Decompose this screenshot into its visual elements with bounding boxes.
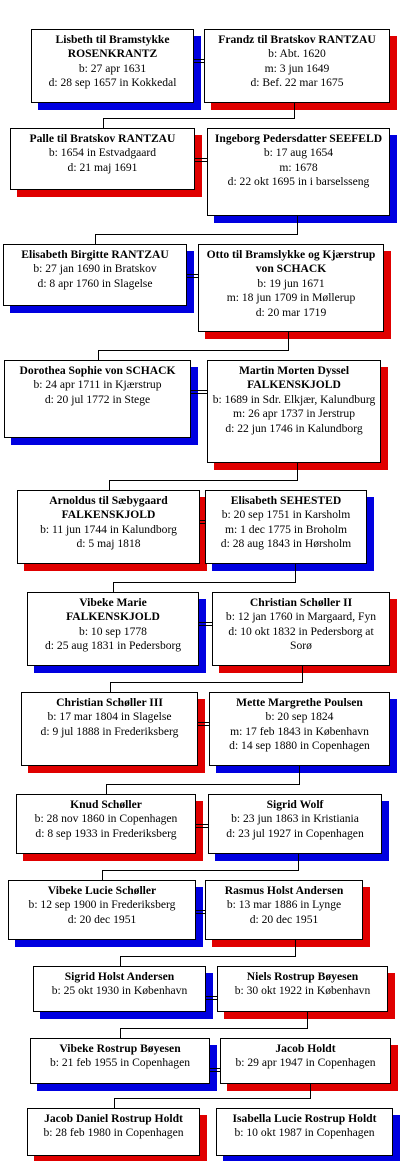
person-box-right[interactable] — [207, 128, 390, 216]
person-box-left[interactable] — [17, 490, 200, 564]
person-name: Sigrid Wolf — [266, 798, 324, 811]
person-box-left[interactable] — [4, 360, 191, 438]
marriage-connector — [196, 910, 205, 914]
person-detail: d: 8 sep 1933 in Frederiksberg — [35, 826, 177, 840]
marriage-connector — [194, 59, 204, 63]
person-name: Otto til Bramslykke og Kjærstrup von SCHACK — [206, 248, 376, 276]
person-box-left[interactable] — [21, 692, 198, 766]
descent-line — [295, 564, 296, 582]
person-detail: d: 14 sep 1880 in Copenhagen — [229, 739, 370, 753]
person-detail: d: 22 okt 1695 in i barselsseng — [227, 175, 370, 189]
person-detail: b: 10 okt 1987 in Copenhagen — [234, 1126, 375, 1140]
person-detail: b: 19 jun 1671 — [257, 276, 325, 290]
person-box-right[interactable] — [204, 29, 390, 103]
person-box-right[interactable] — [198, 244, 384, 332]
person-box-right[interactable] — [216, 1108, 393, 1156]
person-detail: b: 10 sep 1778 — [79, 624, 147, 638]
person-box-right[interactable] — [207, 360, 381, 463]
descent-line — [299, 766, 300, 784]
descent-line — [98, 350, 289, 351]
person-detail: b: 25 okt 1930 in København — [51, 984, 188, 998]
descent-line — [307, 1012, 308, 1028]
person-box-left[interactable] — [8, 880, 196, 940]
person-detail: b: 24 apr 1711 in Kjærstrup — [33, 378, 162, 392]
marriage-connector — [210, 1068, 220, 1072]
person-name: Vibeke Rostrup Bøyesen — [59, 1042, 181, 1055]
descent-line — [106, 784, 107, 794]
person-box-right[interactable] — [205, 880, 363, 940]
person-detail: d: 20 mar 1719 — [255, 305, 327, 319]
marriage-connector — [187, 274, 198, 278]
person-detail: b: 21 feb 1955 in Copenhagen — [49, 1056, 191, 1070]
descent-line — [298, 854, 299, 870]
descent-line — [120, 1028, 308, 1029]
person-name: Lisbeth til Bramstykke ROSENKRANTZ — [55, 33, 170, 61]
descent-line — [114, 1098, 115, 1108]
descent-line — [288, 332, 289, 350]
person-detail: b: 27 apr 1631 — [78, 61, 147, 75]
person-box-left[interactable] — [31, 29, 194, 103]
person-name: Mette Margrethe Poulsen — [236, 696, 363, 709]
person-detail: b: 17 aug 1654 — [263, 146, 334, 160]
person-detail: b: 30 okt 1922 in København — [234, 984, 371, 998]
descent-line — [120, 1028, 121, 1038]
person-name: Rasmus Holst Andersen — [224, 884, 344, 897]
person-name: Sigrid Holst Andersen — [64, 970, 175, 983]
person-detail: b: 28 nov 1860 in Copenhagen — [34, 812, 178, 826]
person-box-left[interactable] — [33, 966, 206, 1012]
descent-line — [110, 682, 303, 683]
person-detail: d: 21 maj 1691 — [67, 160, 138, 174]
person-box-right[interactable] — [220, 1038, 391, 1084]
person-detail: m: 26 apr 1737 in Jerstrup — [232, 407, 356, 421]
person-detail: d: 28 sep 1657 in Kokkedal — [48, 76, 177, 90]
descent-line — [110, 682, 111, 692]
person-name: Vibeke Marie FALKENSKJOLD — [66, 596, 160, 624]
person-detail: b: Abt. 1620 — [268, 47, 326, 61]
person-detail: d: 20 jul 1772 in Stege — [44, 392, 151, 406]
marriage-connector — [198, 722, 209, 726]
person-box-left[interactable] — [27, 592, 199, 666]
person-detail: b: 20 sep 1824 — [265, 710, 334, 724]
person-detail: d: 20 dec 1951 — [67, 912, 137, 926]
descent-line — [95, 234, 298, 235]
descent-line — [109, 480, 298, 481]
person-name: Jacob Daniel Rostrup Holdt — [44, 1112, 183, 1125]
descent-line — [102, 870, 103, 880]
person-detail: d: 23 jul 1927 in Copenhagen — [226, 826, 364, 840]
descent-line — [102, 870, 299, 871]
person-detail: b: 11 jun 1744 in Kalundborg — [40, 522, 177, 536]
person-box-left[interactable] — [16, 794, 196, 854]
person-box-right[interactable] — [209, 692, 390, 766]
person-detail: b: 13 mar 1886 in Lynge — [226, 898, 342, 912]
person-name: Palle til Bratskov RANTZAU — [29, 132, 176, 145]
person-box-right[interactable] — [217, 966, 388, 1012]
person-detail: b: 29 apr 1947 in Copenhagen — [235, 1056, 376, 1070]
descent-line — [109, 480, 110, 490]
descent-line — [106, 784, 300, 785]
marriage-connector — [191, 390, 207, 394]
person-box-right[interactable] — [208, 794, 382, 854]
person-name: Jacob Holdt — [275, 1042, 336, 1055]
descent-line — [120, 956, 296, 957]
descent-line — [294, 103, 295, 118]
descent-line — [297, 216, 298, 234]
descent-line — [113, 582, 296, 583]
person-detail: m: 1 dec 1775 in Broholm — [224, 522, 348, 536]
descent-line — [103, 118, 104, 128]
person-detail: d: 28 aug 1843 in Hørsholm — [220, 537, 352, 551]
person-detail: d: 9 jul 1888 in Frederiksberg — [40, 724, 179, 738]
person-detail: b: 17 mar 1804 in Slagelse — [47, 710, 172, 724]
person-detail: b: 1689 in Sdr. Elkjær, Kalundburg — [212, 392, 376, 406]
person-detail: d: 22 jun 1746 in Kalundborg — [225, 421, 363, 435]
person-detail: d: 5 maj 1818 — [76, 537, 141, 551]
person-box-right[interactable] — [212, 592, 390, 666]
descent-line — [295, 940, 296, 956]
marriage-connector — [196, 824, 208, 828]
person-detail: d: 10 okt 1832 in Pedersborg at Sorø — [228, 624, 374, 653]
person-detail: m: 1678 — [279, 160, 318, 174]
person-name: Niels Rostrup Bøyesen — [246, 970, 359, 983]
descent-line — [302, 666, 303, 682]
person-name: Dorothea Sophie von SCHACK — [19, 364, 176, 377]
descent-line — [310, 1084, 311, 1098]
person-box-left[interactable] — [30, 1038, 210, 1084]
person-detail: b: 12 jan 1760 in Margaard, Fyn — [225, 610, 377, 624]
person-name: Christian Schøller II — [249, 596, 353, 609]
person-detail: d: 8 apr 1760 in Slagelse — [37, 276, 153, 290]
marriage-connector — [195, 158, 207, 162]
person-box-left[interactable] — [27, 1108, 200, 1156]
marriage-connector — [200, 520, 205, 524]
person-detail: b: 20 sep 1751 in Karsholm — [221, 508, 351, 522]
person-detail: b: 12 sep 1900 in Frederiksberg — [28, 898, 176, 912]
person-name: Christian Schøller III — [56, 696, 163, 709]
person-detail: d: Bef. 22 mar 1675 — [250, 76, 344, 90]
descent-line — [98, 350, 99, 360]
descent-line — [297, 463, 298, 480]
descent-line — [95, 234, 96, 244]
marriage-connector — [206, 996, 217, 1000]
person-detail: b: 27 jan 1690 in Bratskov — [33, 262, 157, 276]
person-box-left[interactable] — [10, 128, 195, 190]
person-name: Vibeke Lucie Schøller — [47, 884, 157, 897]
person-name: Frandz til Bratskov RANTZAU — [218, 33, 376, 46]
person-name: Knud Schøller — [70, 798, 142, 811]
descent-line — [103, 118, 295, 119]
person-box-left[interactable] — [3, 244, 187, 306]
person-name: Elisabeth Birgitte RANTZAU — [21, 248, 169, 261]
descent-line — [120, 956, 121, 966]
person-name: Martin Morten Dyssel FALKENSKJOLD — [238, 364, 350, 392]
person-detail: b: 23 jun 1863 in Kristiania — [231, 812, 359, 826]
person-box-right[interactable] — [205, 490, 367, 564]
descent-line — [113, 582, 114, 592]
person-name: Elisabeth SEHESTED — [230, 494, 342, 507]
person-detail: d: 25 aug 1831 in Pedersborg — [44, 639, 181, 653]
descent-line — [114, 1098, 311, 1099]
person-detail: b: 28 feb 1980 in Copenhagen — [43, 1126, 184, 1140]
person-name: Isabella Lucie Rostrup Holdt — [232, 1112, 377, 1125]
person-name: Arnoldus til Sæbygaard FALKENSKJOLD — [49, 494, 168, 522]
person-detail: d: 20 dec 1951 — [249, 912, 319, 926]
person-detail: b: 1654 in Estvadgaard — [48, 146, 157, 160]
person-detail: m: 3 jun 1649 — [264, 61, 330, 75]
person-name: Ingeborg Pedersdatter SEEFELD — [214, 132, 383, 145]
marriage-connector — [199, 622, 212, 626]
person-detail: m: 17 feb 1843 in København — [230, 724, 369, 738]
person-detail: m: 18 jun 1709 in Møllerup — [226, 291, 356, 305]
